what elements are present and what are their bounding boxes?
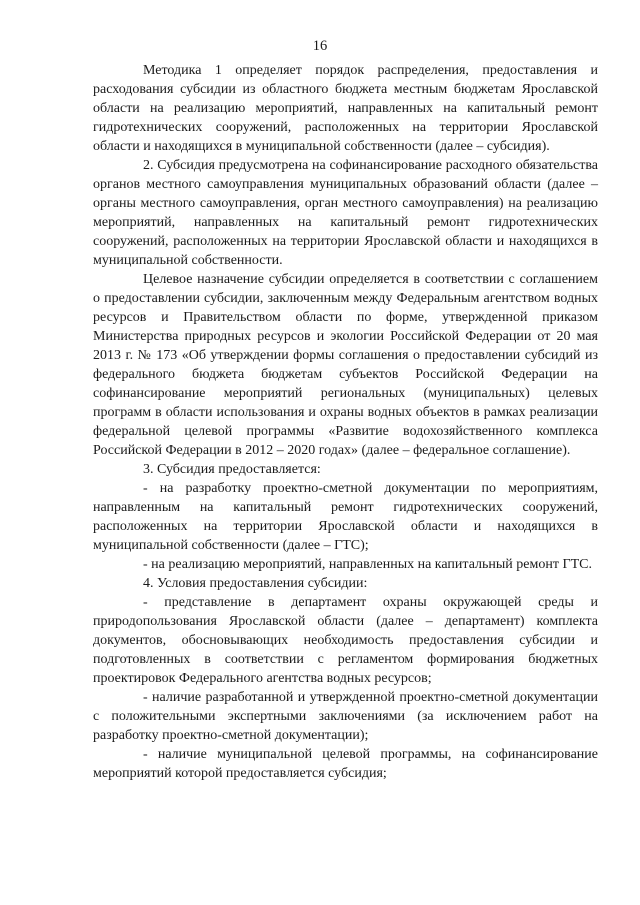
list-item-submit-documents: - представление в департамент охраны окружающей среды и природопользования Ярославской области (далее – департамент) комплекта документов, обосновывающих необходимость предоставления субсидии и подготовленных в соответствии с регламентом формирования бюджетных проектировок Федерального агентства водных ресурсов; xyxy=(93,595,598,686)
document-body xyxy=(93,61,598,783)
list-item-repair-measures: - на реализацию мероприятий, направленных на капитальный ремонт ГТС. xyxy=(143,557,592,572)
paragraph-methodology-intro: Методика 1 определяет порядок распределения, предоставления и расходования субсидии из областного бюджета местным бюджетам Ярославской области на реализацию мероприятий, направленных на капитальный ремонт гидротехнических сооружений, расположенных на территории Ярославской области и находящихся в муниципальной собственности (далее – субсидия). xyxy=(93,63,598,154)
list-item-design-documentation: - на разработку проектно-сметной документации по мероприятиям, направленным на капитальный ремонт гидротехнических сооружений, расположенных на территории Ярославской области и находящихся в муниципальной собственности (далее – ГТС); xyxy=(93,481,598,553)
paragraph-conditions-heading: 4. Условия предоставления субсидии: xyxy=(143,576,368,591)
list-item-municipal-program: - наличие муниципальной целевой программы, на софинансирование мероприятий которой предоставляется субсидия; xyxy=(93,747,598,781)
paragraph-subsidy-purpose: 2. Субсидия предусмотрена на софинансирование расходного обязательства органов местного самоуправления муниципальных образований области (далее – органы местного самоуправления, орган местного самоуправления) на реализацию мероприятий, направленных на капитальный ремонт гидротехнических сооружений, расположенных на территории Ярославской области и находящихся в муниципальной собственности. xyxy=(93,158,598,268)
paragraph-subsidy-provided-heading: 3. Субсидия предоставляется: xyxy=(143,462,321,477)
page-number: 16 xyxy=(312,38,328,54)
paragraph-target-purpose: Целевое назначение субсидии определяется в соответствии с соглашением о предоставлении субсидии, заключенным между Федеральным агентством водных ресурсов и Правительством области по форме, утвержденной приказом Министерства природных ресурсов и экологии Российской Федерации от 20 мая 2013 г. № 173 «Об утверждении формы соглашения о предоставлении субсидий из федерального бюджета бюджетам субъектов Российской Федерации на софинансирование мероприятий региональных (муниципальных) целевых программ в области использования и охраны водных объектов в рамках реализации федеральной целевой программы «Развитие водохозяйственного комплекса Российской Федерации в 2012 – 2020 годах» (далее – федеральное соглашение). xyxy=(93,272,598,458)
list-item-approved-documentation: - наличие разработанной и утвержденной проектно-сметной документации с положительными экспертными заключениями (за исключением работ на разработку проектно-сметной документации); xyxy=(93,690,598,743)
